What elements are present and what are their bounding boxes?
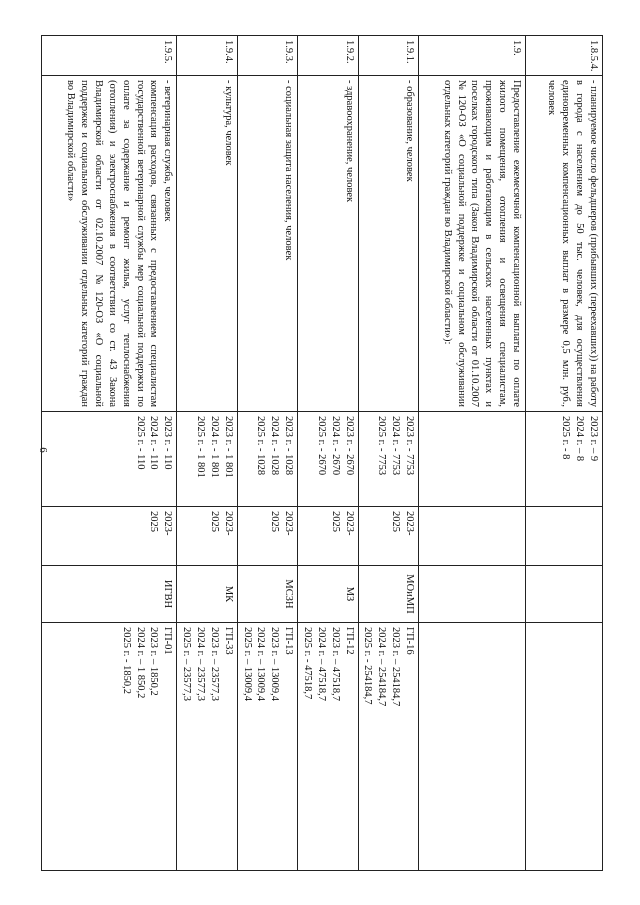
row-values: 2023 г. - 1 801 2024 г. - 1 801 2025 г. - 1 801	[177, 412, 237, 507]
table-row	[237, 36, 297, 871]
table-row	[42, 36, 177, 871]
row-organization: МОиМП	[358, 566, 418, 623]
row-funding	[419, 623, 526, 871]
row-period: 2023- 2025	[237, 507, 297, 566]
row-period: 2023- 2025	[177, 507, 237, 566]
page-number: 6	[36, 447, 49, 453]
row-period: 2023- 2025	[42, 507, 177, 566]
row-funding: ГП-33 2023 г. – 23577,3 2024 г. – 23577,3 2025 г. – 23577,3	[177, 623, 237, 871]
row-funding: ГП-13 2023 г. – 13009,4 2024 г. – 13009,4 2025 г. – 13009,4	[237, 623, 297, 871]
row-period	[526, 507, 603, 566]
row-number: 1.9.3.	[237, 36, 297, 76]
row-funding	[526, 623, 603, 871]
row-values	[419, 412, 526, 507]
row-values: 2023 г. - 110 2024 г. - 110 2025 г. - 110	[42, 412, 177, 507]
row-funding: ГП-12 2023 г. – 47518,7 2024 г. – 47518,7 2025 г. - 47518,7	[298, 623, 358, 871]
row-number: 1.9.2.	[298, 36, 358, 76]
table-row	[419, 36, 526, 871]
row-period: 2023- 2025	[358, 507, 418, 566]
row-values: 2023 г. - 7753 2024 г. - 7753 2025 г. - 7753	[358, 412, 418, 507]
row-values: 2023 г. - 1028 2024 г. - 1028 2025 г. - 1028	[237, 412, 297, 507]
row-description: - образование, человек	[358, 76, 418, 412]
row-organization: ИГВН	[42, 566, 177, 623]
row-number: 1.8.5.4.	[526, 36, 603, 76]
row-description: - социальная защита населения, человек	[237, 76, 297, 412]
row-organization	[526, 566, 603, 623]
row-organization: МК	[177, 566, 237, 623]
rotated-table-container	[59, 35, 603, 870]
row-description: - культура, человек	[177, 76, 237, 412]
row-description: Предоставление ежемесячной компенсационной выплаты по оплате жилого помещения, отопления и освещения специалистам, проживающим и работающим в сельских населенных пунктах и поселках городского типа (Закон Владимирской области от 01.10.2007 №120-ОЗ «О социальной поддержке и социальном обслуживании отдельных категорий граждан во Владимирской области»):	[419, 76, 526, 412]
row-organization: МЗ	[298, 566, 358, 623]
row-number: 1.9.4.	[177, 36, 237, 76]
row-values: 2023 г. – 9 2024 г. – 8 2025 г. - 8	[526, 412, 603, 507]
row-description: - ветеринарная служба, человек компенсация расходов, связанных с предоставлением специалистам государственной ветеринарной службы мер социальной поддержки по оплате за содержание и ремонт жилья, услуг теплоснабжения (отопления) и электроснабжения в соответствии со ст. 43 Закона Владимирской области от 02.10.2007 №120-ОЗ «О социальной поддержке и социальном обслуживании отдельных категорий граждан во Владимирской области»	[42, 76, 177, 412]
table-row	[298, 36, 358, 871]
row-funding: ГП-16 2023 г. – 254184,7 2024 г. – 254184,7 2025 г. - 254184,7	[358, 623, 418, 871]
measures-table	[41, 35, 603, 871]
row-organization: МСЗН	[237, 566, 297, 623]
row-period	[419, 507, 526, 566]
row-number: 1.9.5.	[42, 36, 177, 76]
row-number: 1.9.	[419, 36, 526, 76]
table-row	[177, 36, 237, 871]
row-period: 2023- 2025	[298, 507, 358, 566]
row-description: - планируемое число фельдшеров (прибывших (переехавших)) на работу в города с населением до 50 тыс. человек, для осуществления единовременных компенсационных выплат в размере 0,5 млн. руб., человек	[526, 76, 603, 412]
table-row	[526, 36, 603, 871]
row-number: 1.9.1.	[358, 36, 418, 76]
row-organization	[419, 566, 526, 623]
row-description: - здравоохранение, человек	[298, 76, 358, 412]
table-row	[358, 36, 418, 871]
row-funding: ГП-01 2023 г. – 1850,2 2024 г. – 1 850,2 2025 г. - 1850,2	[42, 623, 177, 871]
row-values: 2023 г. - 2670 2024 г. - 2670 2025 г. - 2670	[298, 412, 358, 507]
